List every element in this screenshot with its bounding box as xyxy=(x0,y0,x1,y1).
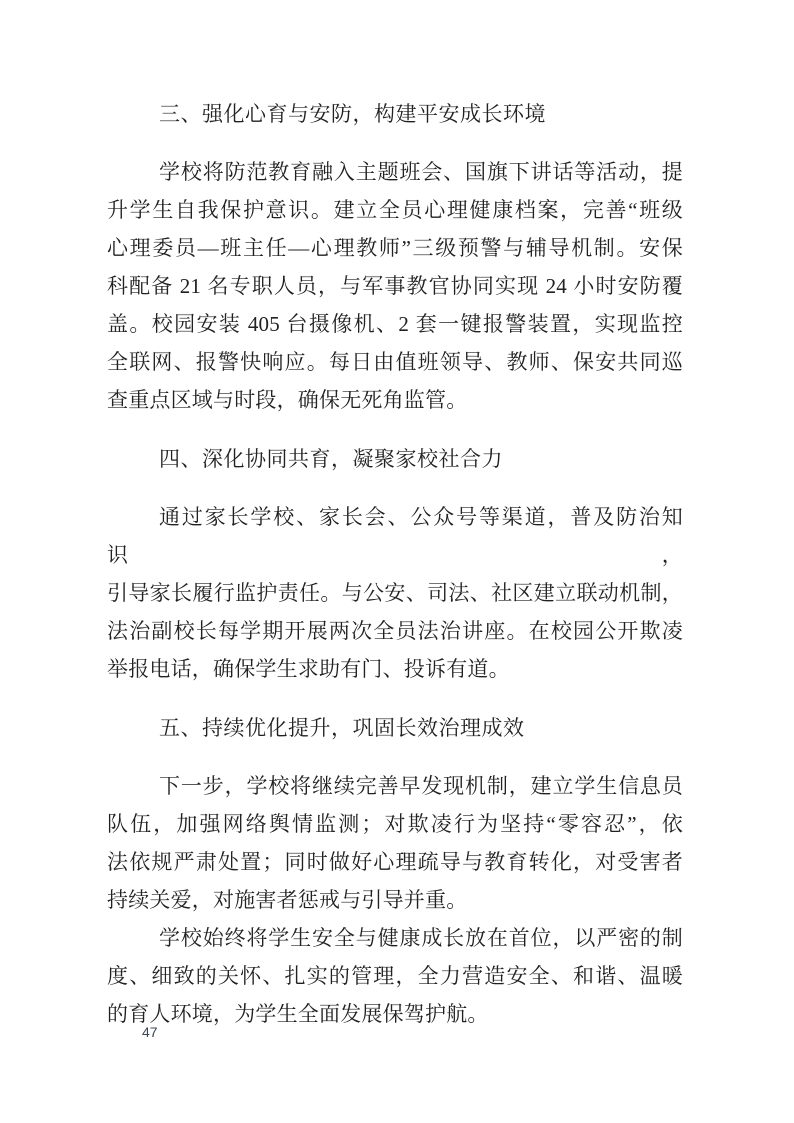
text-line: 升学生自我保护意识。建立全员心理健康档案，完善“班级 xyxy=(107,198,683,222)
text-line: 法依规严肃处置；同时做好心理疏导与教育转化，对受害者 xyxy=(107,850,683,874)
text-line: 科配备 21 名专职人员，与军事教官协同实现 24 小时安防覆 xyxy=(107,274,683,298)
text-line: 持续关爱，对施害者惩戒与引导并重。 xyxy=(107,888,468,912)
paragraph xyxy=(107,498,683,688)
text-line: 通过家长学校、家长会、公众号等渠道，普及防治知识， xyxy=(107,505,683,567)
text-line: 学校始终将学生安全与健康成长放在首位，以严密的制 xyxy=(159,926,683,950)
text-line: 心理委员—班主任—心理教师”三级预警与辅导机制。安保 xyxy=(107,236,683,260)
text-line: 下一步，学校将继续完善早发现机制，建立学生信息员 xyxy=(159,774,683,798)
text-line: 盖。校园安装 405 台摄像机、2 套一键报警装置，实现监控 xyxy=(107,312,683,336)
page-number: 47 xyxy=(142,1024,158,1040)
text-line: 法治副校长每学期开展两次全员法治讲座。在校园公开欺凌 xyxy=(107,619,683,643)
text-line: 度、细致的关怀、扎实的管理，全力营造安全、和谐、温暖 xyxy=(107,964,683,988)
section-heading: 三、强化心育与安防，构建平安成长环境 xyxy=(159,102,546,126)
paragraph xyxy=(107,919,683,1033)
document-section xyxy=(107,440,683,688)
document-section xyxy=(107,709,683,1033)
paragraph xyxy=(107,767,683,919)
text-line: 的育人环境，为学生全面发展保驾护航。 xyxy=(107,1002,489,1026)
text-line: 队伍，加强网络舆情监测；对欺凌行为坚持“零容忍”，依 xyxy=(107,812,683,836)
text-line: 引导家长履行监护责任。与公安、司法、社区建立联动机制， xyxy=(107,581,683,605)
document-section xyxy=(107,95,683,419)
document-content xyxy=(107,95,683,1033)
section-heading: 四、深化协同共育，凝聚家校社合力 xyxy=(159,447,503,471)
text-line: 举报电话，确保学生求助有门、投诉有道。 xyxy=(107,657,510,681)
text-line: 查重点区域与时段，确保无死角监管。 xyxy=(107,388,468,412)
text-line: 学校将防范教育融入主题班会、国旗下讲话等活动，提 xyxy=(159,160,683,184)
text-line: 全联网、报警快响应。每日由值班领导、教师、保安共同巡 xyxy=(107,350,683,374)
paragraph xyxy=(107,153,683,419)
section-heading: 五、持续优化提升，巩固长效治理成效 xyxy=(159,716,525,740)
